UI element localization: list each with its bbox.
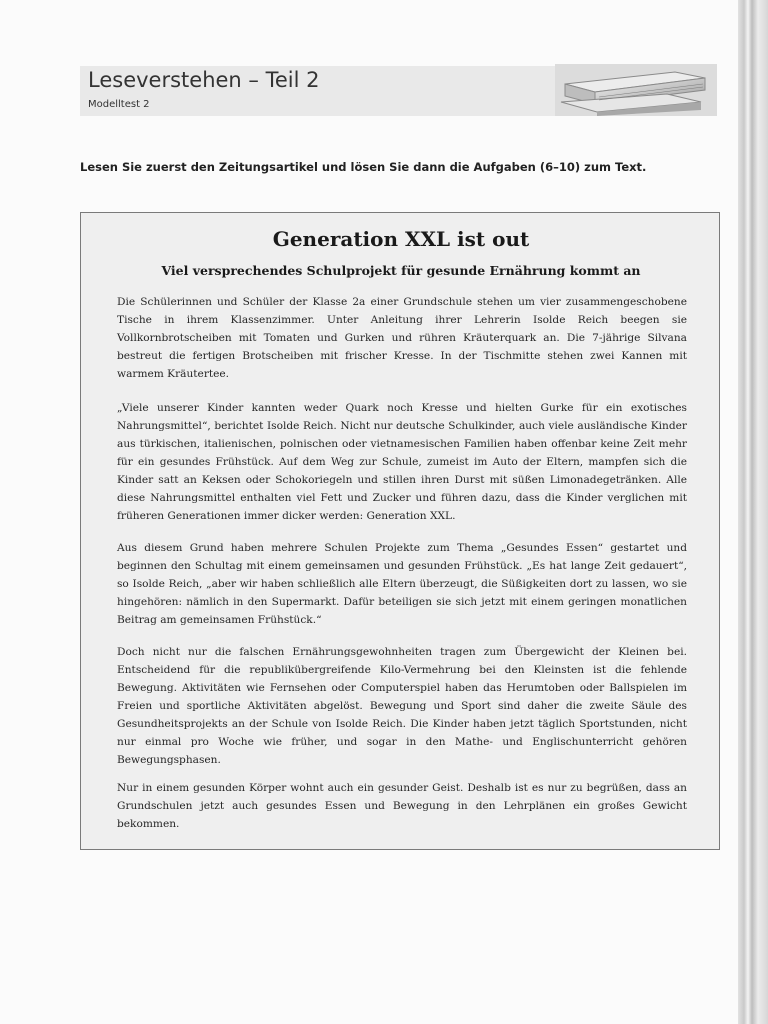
article-paragraph-4: Doch nicht nur die falschen Ernährungsgewohnheiten tragen zum Übergewicht der Kleinen bei. Entscheidend für die republikübergreifende Kilo-Vermehrung bei den Kleinsten ist die fehlende Bewegung. Aktivitäten wie Fernsehen oder Computerspiel haben das Herumtoben oder Ballspielen im Freien und sportliche Aktivitäten abgelöst. Bewegung und Sport sind daher die zweite Säule des Gesundheitsprojekts an der Schule von Isolde Reich. Die Kinder haben jetzt täglich Sportstunden, nicht nur einmal pro Woche wie früher, und sogar in den Mathe- und Englischunterricht gehören Bewegungsphasen. [117, 646, 687, 766]
article-paragraph-3: Aus diesem Grund haben mehrere Schulen Projekte zum Thema „Gesundes Essen“ gestartet und beginnen den Schultag mit einem gemeinsamen und gesunden Frühstück. „Es hat lange Zeit gedauert“, so Isolde Reich, „aber wir haben schließlich alle Eltern überzeugt, die Süßigkeiten dort zu lassen, wo sie hingehören: nämlich in den Supermarkt. Dafür beteiligen sie sich jetzt mit einem geringen monatlichen Beitrag am gemeinsamen Frühstück.“ [117, 542, 687, 626]
books-illustration [555, 64, 717, 116]
article-paragraph-2: „Viele unserer Kinder kannten weder Quark noch Kresse und hielten Gurke für ein exotisches Nahrungsmittel“, berichtet Isolde Reich. Nicht nur deutsche Schulkinder, auch viele ausländische Kinder aus türkischen, italienischen, polnischen oder vietnamesischen Familien haben offenbar keine Zeit mehr für ein gesundes Frühstück. Auf dem Weg zur Schule, zumeist im Auto der Eltern, mampfen sich die Kinder satt an Keksen oder Schokoriegeln und stillen ihren Durst mit süßen Limonadegetränken. Alle diese Nahrungsmittel enthalten viel Fett und Zucker und führen dazu, dass die Kinder verglichen mit früheren Generationen immer dicker werden: Generation XXL. [117, 402, 687, 522]
page-edge [738, 0, 768, 1024]
task-instruction: Lesen Sie zuerst den Zeitungsartikel und lösen Sie dann die Aufgaben (6–10) zum Text. [80, 160, 647, 174]
newspaper-article [80, 212, 720, 850]
article-subtitle: Viel versprechendes Schulprojekt für gesunde Ernährung kommt an [161, 263, 641, 278]
article-paragraph-5: Nur in einem gesunden Körper wohnt auch ein gesunder Geist. Deshalb ist es nur zu begrüßen, dass an Grundschulen jetzt auch gesundes Essen und Bewegung in den Lehrplänen ein großes Gewicht bekommen. [117, 782, 687, 830]
article-title: Generation XXL ist out [272, 227, 530, 251]
article-paragraph-1: Die Schülerinnen und Schüler der Klasse 2a einer Grundschule stehen um vier zusammengeschobene Tische in ihrem Klassenzimmer. Unter Anleitung ihrer Lehrerin Isolde Reich beegen sie Vollkornbrotscheiben mit Tomaten und Gurken und rühren Kräuterquark an. Die 7-jährige Silvana bestreut die fertigen Brotscheiben mit frischer Kresse. In der Tischmitte stehen zwei Kannen mit warmem Kräutertee. [117, 296, 687, 380]
page-title: Leseverstehen – Teil 2 [88, 68, 320, 92]
page-subtitle: Modelltest 2 [88, 99, 150, 110]
